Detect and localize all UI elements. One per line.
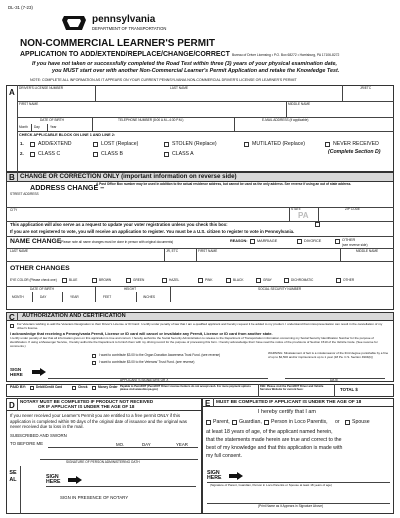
eye-gray-checkbox[interactable] — [256, 278, 261, 283]
add-extend-checkbox[interactable] — [30, 142, 35, 147]
certify-text: I certify under penalty of law that all information given on this application is true and correct. I hereby authorize the Social Security Administration to release to the Department of Transportation information concerning my Social Security Identification Number for the purpose of identification. If using a Messenger Service, I hereby authorize the Department to furnish them with my driving record for the purpose of processing this form. I hereby acknowledge that I have read the notice of the provisions of Section 1510 of the Vehicle Code. (See reverse for comments.) — [10, 336, 378, 348]
certify-label: I hereby certify that I am — [258, 409, 316, 415]
complete-note: NOTE: COMPLETE ALL INFORMATION AS IT APPEARS ON YOUR CURRENT PENNSYLVANIA NON-COMMERCIAL DRIVER'S LICENSE OR LEARNER'S PERMIT — [30, 78, 297, 82]
eye-hazel-checkbox[interactable] — [162, 278, 167, 283]
section-d-title-2: OR IF APPLICANT IS UNDER THE AGE OF 18 — [38, 404, 135, 409]
inches-label: INCHES — [143, 295, 156, 299]
loco-parentis-checkbox[interactable] — [264, 420, 269, 425]
jr-etc-label: JR/ETC — [360, 86, 372, 90]
organ-donation-checkbox[interactable] — [92, 354, 96, 358]
sign-here-arrow-icon — [229, 472, 243, 480]
notary-day-label: DAY — [142, 442, 151, 447]
guardian-label: Guardian, — [239, 419, 262, 425]
guardian-checkbox[interactable] — [232, 420, 237, 425]
other-changes-heading: OTHER CHANGES — [10, 265, 70, 272]
veterans-text: For Veterans wishing to add the Veterans Designation to their Driver's License or ID Card: I certify under penalty of law that I am a qualified applicant and hereby request it be added to my product. I understand that misrepresentation can result in the cancellation of my driver's license. — [17, 322, 383, 330]
oath-signature-label: SIGNATURE OF PERSON ADMINISTERING OATH — [66, 460, 140, 464]
veterans-checkbox[interactable] — [10, 324, 14, 328]
warning-text: WARNING: Misstatement of fact is a misdemeanor of the third degree punishable by a fine of up to $2,500 and/or imprisonment up to 1 year (18 Pa. C.S. Section 4904(b)) — [268, 351, 389, 359]
last-name-label: LAST NAME — [170, 86, 189, 90]
never-received-label: NEVER RECEIVED — [333, 141, 379, 147]
dob-day-label: Day — [34, 125, 40, 129]
nc-middle-name-label: MIDDLE NAME — [356, 249, 379, 253]
section-d-title-1: NOTARY MUST BE COMPLETED IF PRODUCT NOT RECEIVED — [20, 399, 154, 404]
organ-donation-text: I want to contribute $3.00 to the Organ Donation Awareness Trust Fund. (see reverse) — [99, 353, 221, 357]
sign-in-presence-label: SIGN IN PRESENCE OF NOTARY — [60, 495, 129, 500]
nc-first-name-label: FIRST NAME — [198, 249, 218, 253]
dob-year-label: Year — [50, 125, 57, 129]
class-c-label: CLASS C — [38, 151, 61, 157]
nc-jr-etc-label: JR, ETC — [166, 249, 179, 253]
sign-here-c: SIGN HERE — [10, 367, 23, 377]
parent-checkbox[interactable] — [206, 420, 211, 425]
form-subtitle: APPLICATION TO ADD/EXTEND/REPLACE/CHANGE/CORRECT — [20, 51, 230, 58]
nc-middle-name-field[interactable] — [341, 254, 392, 261]
line-2-number: 2. — [20, 151, 24, 156]
mutilated-checkbox[interactable] — [244, 142, 249, 147]
section-e-body-3: best of my knowledge and that this application is made with — [206, 445, 343, 451]
or-label: or — [335, 419, 340, 425]
notary-mo-label: MO. — [116, 442, 125, 447]
last-name-field[interactable] — [96, 91, 341, 100]
parent-signature-field[interactable] — [245, 470, 390, 480]
section-b-letter: B — [9, 173, 15, 182]
feet-label: FEET — [103, 295, 112, 299]
state-label: STATE — [291, 207, 301, 211]
lost-checkbox[interactable] — [93, 142, 98, 147]
email-label: E-MAIL ADDRESS (if applicable) — [262, 118, 309, 122]
bureau-address: Bureau of Driver Licensing • P.O. Box 68272 • Harrisburg, PA 17106-8272 — [232, 53, 340, 57]
oc-day-label: DAY — [40, 295, 47, 299]
class-b-label: CLASS B — [101, 151, 123, 157]
section-c-letter: C — [9, 313, 15, 322]
name-change-heading: NAME CHANGE — [10, 238, 62, 245]
class-b-checkbox[interactable] — [93, 152, 98, 157]
section-a-letter: A — [9, 88, 15, 97]
zip-code-label: ZIP CODE — [345, 207, 360, 211]
eye-pink-checkbox[interactable] — [198, 278, 203, 283]
eye-hazel-label: HAZEL — [169, 278, 180, 282]
dl-number-field[interactable] — [19, 91, 94, 100]
sign-here-arrow-icon — [32, 368, 46, 376]
section-e-body-4: my full consent. — [206, 453, 243, 459]
notarized-signature-field[interactable] — [84, 474, 196, 484]
eye-color-label: EYE COLOR (Please check one) — [10, 278, 57, 282]
section-b-title: CHANGE OR CORRECTION ONLY (important information on reverse side) — [20, 173, 237, 180]
veterans-fund-checkbox[interactable] — [92, 361, 96, 365]
section-e-letter: E — [205, 399, 211, 408]
stolen-checkbox[interactable] — [164, 142, 169, 147]
sign-here-d: SIGN HERE — [46, 474, 61, 486]
street-address-label: STREET ADDRESS — [10, 192, 39, 196]
card-checkbox[interactable] — [30, 386, 34, 390]
address-change-note: A Post Office Box number may be used in addition to the actual residence address, but cannot be used as the only address. See reverse if using an out of state address. — [96, 182, 352, 186]
eye-black-checkbox[interactable] — [226, 278, 231, 283]
form-title: NON-COMMERCIAL LEARNER'S PERMIT — [20, 38, 215, 49]
veterans-fund-text: I want to contribute $3.00 to the Veterans' Trust Fund. (see reverse) — [99, 360, 195, 364]
class-c-checkbox[interactable] — [30, 152, 35, 157]
eye-blue-label: BLUE — [69, 278, 78, 282]
eye-pink-label: PINK — [205, 278, 213, 282]
to-before-me-label: TO BEFORE ME — [10, 441, 44, 446]
middle-name-field[interactable] — [288, 107, 392, 116]
divorce-checkbox[interactable] — [297, 239, 302, 244]
penndot-keystone-logo — [60, 15, 88, 31]
check-checkbox[interactable] — [72, 386, 76, 390]
spouse-label: Spouse — [352, 419, 370, 425]
line-1-number: 1. — [20, 141, 24, 146]
first-name-field[interactable] — [19, 107, 285, 116]
applicant-signature-field[interactable] — [48, 368, 268, 378]
section-e-body-2: that the statements made herein are true and correct to the — [206, 437, 342, 443]
notice-line-2: you MUST start over with another Non-Commercial Learner's Permit Application and retake the Knowledge Test. — [52, 68, 340, 74]
loco-parentis-label: Person in Loco Parentis, — [271, 419, 328, 425]
dob-label: DATE OF BIRTH — [40, 118, 64, 122]
oc-year-label: YEAR — [70, 295, 79, 299]
check-block-title: CHECK APPLICABLE BLOCK ON LINE 1 AND LINE 2: — [19, 133, 116, 137]
section-c-title: AUTHORIZATION AND CERTIFICATION — [22, 313, 126, 319]
parent-signature-caption: (Signature of Parent, Guardian, Person in Loco Parentis or Spouse at least 18 years of age) — [210, 483, 332, 487]
eye-brown-checkbox[interactable] — [92, 278, 97, 283]
notary-year-label: YEAR — [176, 442, 188, 447]
middle-name-label: MIDDLE NAME — [288, 102, 311, 106]
department-name: DEPARTMENT OF TRANSPORTATION — [92, 26, 167, 31]
zip-code-field[interactable] — [319, 213, 392, 220]
sign-here-arrow-icon — [68, 476, 82, 484]
voter-text-1: This application will also serve as a request to update your voter registration unless you check this box: — [10, 222, 228, 227]
eye-dichromatic-label: DICHROMATIC — [291, 278, 314, 282]
city-field[interactable] — [10, 213, 288, 220]
fee-note: FEE: Please visit the PennDOT Driver and Vehicle Services Website for current fees: — [260, 385, 324, 392]
oc-dob-label: DATE OF BIRTH — [30, 287, 54, 291]
ssn-field[interactable] — [171, 293, 392, 301]
jr-etc-field[interactable] — [343, 91, 393, 100]
payable-note: Payable to PennDOT (PennDOT Driver License Centers do not accept cash. For more payment options please visit www.dmv.pa.gov) — [120, 385, 251, 392]
money-order-label: Money Order — [98, 385, 118, 389]
other-reason-label: OTHER — [342, 238, 356, 242]
marriage-checkbox[interactable] — [250, 239, 255, 244]
money-order-checkbox[interactable] — [92, 386, 96, 390]
section-d-body: If you never received your Learner's Permit you are entitled to a free permit ONLY if this application is completed within 90 days of the original date of issuance and the original was never received due to loss in the mail. — [10, 413, 187, 430]
eye-dichromatic-checkbox[interactable] — [284, 278, 289, 283]
state-name: pennsylvania — [92, 14, 156, 25]
eye-blue-checkbox[interactable] — [62, 278, 67, 283]
card-label: Debit/Credit Card — [36, 385, 63, 389]
parent-printed-name-field[interactable] — [207, 494, 390, 502]
nc-first-name-field[interactable] — [198, 254, 338, 261]
ssn-label: SOCIAL SECURITY NUMBER — [258, 287, 302, 291]
eye-green-checkbox[interactable] — [126, 278, 131, 283]
telephone-field[interactable] — [93, 123, 233, 130]
telephone-label: TELEPHONE NUMBER (8:00 A.M.–4:30 P.M.) — [118, 118, 184, 122]
eye-green-label: GREEN — [133, 278, 145, 282]
section-d-letter: D — [9, 401, 15, 410]
first-name-label: FIRST NAME — [19, 102, 39, 106]
eye-black-label: BLACK — [233, 278, 244, 282]
dl-number-label: DRIVER'S LICENSE NUMBER — [19, 86, 64, 90]
name-change-note: (Please note all name changes must be done in person with original documents) — [60, 240, 174, 244]
section-e-body-1: at least 18 years of age, of the applicant named herein, — [206, 429, 333, 435]
total-label: TOTAL $ — [340, 387, 358, 392]
voter-opt-out-checkbox[interactable] — [315, 222, 320, 227]
form-number: DL-31 (7-23) — [8, 5, 33, 10]
mutilated-label: MUTILATED (Replace) — [252, 141, 305, 147]
oath-signature-field[interactable] — [40, 452, 198, 459]
never-received-note: (Complete Section D) — [328, 149, 381, 155]
other-reason-note: (see reverse side) — [342, 243, 368, 247]
nc-last-name-label: LAST NAME — [10, 249, 29, 253]
voter-text-2: If you are not registered to vote, you will receive an application to register. You must be a U.S. citizen to register to vote in Pennsylvania. — [10, 229, 295, 234]
never-received-checkbox[interactable] — [325, 142, 330, 147]
dob-month-label: Month — [19, 125, 28, 129]
paid-by-label: PAID BY: — [10, 385, 27, 389]
date-label: DATE — [330, 378, 339, 382]
spouse-checkbox[interactable] — [345, 420, 350, 425]
subscribed-label: SUBSCRIBED AND SWORN — [10, 433, 67, 438]
applicant-signature-label: APPLICANT'S SIGNATURE OR X — [120, 378, 169, 382]
state-value: PA — [298, 211, 309, 220]
eye-gray-label: GRAY — [263, 278, 272, 282]
city-label: CITY — [10, 208, 18, 212]
section-e-title: MUST BE COMPLETED IF APPLICANT IS UNDER THE AGE OF 18 — [216, 399, 362, 404]
sign-here-e: SIGN HERE — [207, 470, 222, 482]
class-a-checkbox[interactable] — [164, 152, 169, 157]
email-field[interactable] — [235, 123, 393, 130]
address-change-heading: ADDRESS CHANGE – — [30, 183, 105, 192]
nc-last-name-field[interactable] — [10, 254, 160, 261]
reason-label: REASON: — [230, 239, 248, 243]
add-extend-label: ADD/EXTEND — [38, 141, 72, 147]
print-name-caption: (Print Name as it Appears in Signature Above) — [258, 504, 324, 508]
date-field[interactable] — [285, 368, 385, 378]
eye-brown-label: BROWN — [99, 278, 112, 282]
parent-label: Parent, — [213, 419, 230, 425]
total-amount-field[interactable] — [362, 386, 392, 395]
marriage-label: MARRIAGE — [257, 239, 278, 243]
divorce-label: DIVORCE — [304, 239, 322, 243]
lost-label: LOST (Replace) — [101, 141, 139, 147]
oc-month-label: MONTH — [12, 295, 24, 299]
other-reason-checkbox[interactable] — [335, 239, 340, 244]
class-a-label: CLASS A — [172, 151, 194, 157]
notary-seal-label: SEAL — [9, 470, 17, 483]
eye-other-checkbox[interactable] — [336, 278, 341, 283]
check-label: Check — [78, 385, 88, 389]
acknowledge-text: I acknowledge that receiving a Pennsylvania Permit, License or ID card will cancel or invalidate any Permit, License or ID card from another state. — [10, 332, 273, 336]
stolen-label: STOLEN (Replace) — [172, 141, 217, 147]
height-label: HEIGHT — [124, 287, 137, 291]
eye-other-label: OTHER — [343, 278, 355, 282]
street-address-field[interactable] — [10, 197, 390, 206]
notice-line-1: If you have not taken or successfully completed the Road Test within three (3) years of your physical examination date, — [32, 61, 338, 67]
